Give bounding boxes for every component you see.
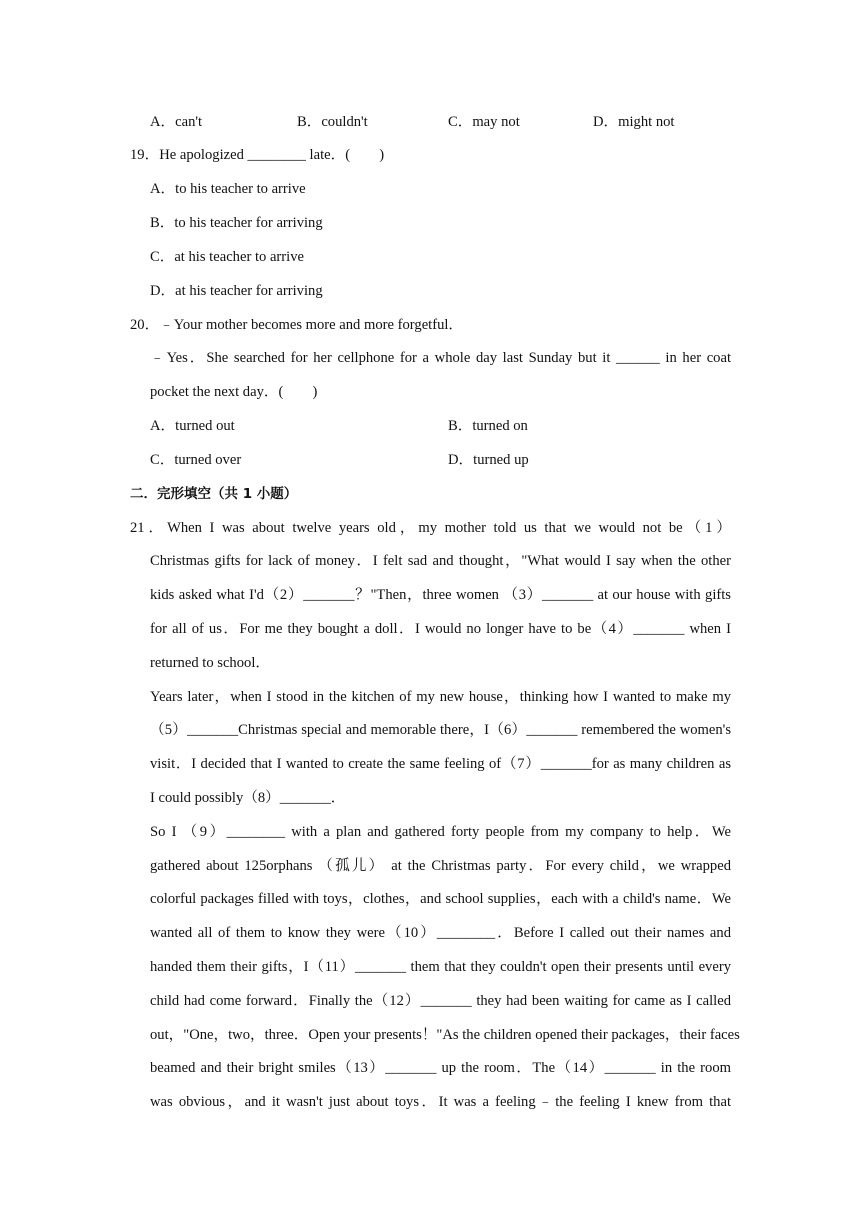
q21-line-4: for all of us．For me they bought a doll．I would no longer have to be（4）_______ when I (150, 621, 731, 637)
q21-line-15: child had come forward．Finally the（12）_______ they had been waiting for came as I called (150, 993, 731, 1009)
q20-stem-line-3: pocket the next day．( ) (150, 384, 318, 400)
q20-option-a: A．turned out (150, 418, 235, 434)
q18-option-b: B．couldn't (297, 114, 368, 130)
q18-option-a: A．can't (150, 114, 203, 130)
q20-option-b: B．turned on (448, 418, 528, 434)
q21-line-7: （5）_______Christmas special and memorable there，I（6）_______ remembered the women's (150, 722, 731, 738)
q20-option-c: C．turned over (150, 452, 242, 468)
q21-line-12: colorful packages filled with toys，clothes，and school supplies，each with a child's name．We (150, 891, 731, 907)
q21-line-3: kids asked what I'd（2）_______？"Then，three women （3）_______ at our house with gifts (150, 587, 731, 603)
q20-stem-line-1: 20．﹣Your mother becomes more and more forgetful． (130, 317, 464, 333)
q21-line-18: was obvious，and it wasn't just about toys．It was a feeling﹣the feeling I knew from that (150, 1094, 731, 1110)
q21-line-6: Years later，when I stood in the kitchen of my new house，thinking how I wanted to make my (150, 689, 731, 705)
q21-line-17: beamed and their bright smiles（13）_______ up the room．The（14）_______ in the room (150, 1060, 731, 1076)
q21-line-5: returned to school． (150, 655, 270, 671)
q21-line-11: gathered about 125orphans （孤儿） at the Christmas party．For every child，we wrapped (150, 858, 731, 874)
q19-option-d: D．at his teacher for arriving (150, 283, 323, 299)
q21-line-16: out，"One，two，three．Open your presents！"As the children opened their packages，their faces (150, 1027, 740, 1043)
q19-option-a: A．to his teacher to arrive (150, 181, 306, 197)
q20-stem-line-2: ﹣Yes．She searched for her cellphone for a whole day last Sunday but it ______ in her coat (150, 350, 731, 366)
q19-option-b: B．to his teacher for arriving (150, 215, 323, 231)
q19-stem: 19．He apologized ________ late．( ) (130, 147, 385, 163)
q21-line-9: I could possibly（8）_______． (150, 790, 346, 806)
q18-option-c: C．may not (448, 114, 520, 130)
q21-line-2: Christmas gifts for lack of money．I felt sad and thought，"What would I say when the other (150, 553, 731, 569)
q21-line-14: handed them their gifts，I（11）_______ them that they couldn't open their presents until every (150, 959, 731, 975)
q21-line-10: So I （9）________ with a plan and gathered forty people from my company to help．We (150, 824, 731, 840)
q21-line-8: visit．I decided that I wanted to create the same feeling of（7）_______for as many children as (150, 756, 731, 772)
section-heading: 二．完形填空（共 1 小题） (130, 486, 298, 502)
q20-option-d: D．turned up (448, 452, 529, 468)
q21-line-13: wanted all of them to know they were（10）________．Before I called out their names and (150, 925, 731, 941)
q19-option-c: C．at his teacher to arrive (150, 249, 304, 265)
q18-option-d: D．might not (593, 114, 675, 130)
q21-line-1: 21．When I was about twelve years old，my mother told us that we would not be（1） (130, 520, 731, 536)
